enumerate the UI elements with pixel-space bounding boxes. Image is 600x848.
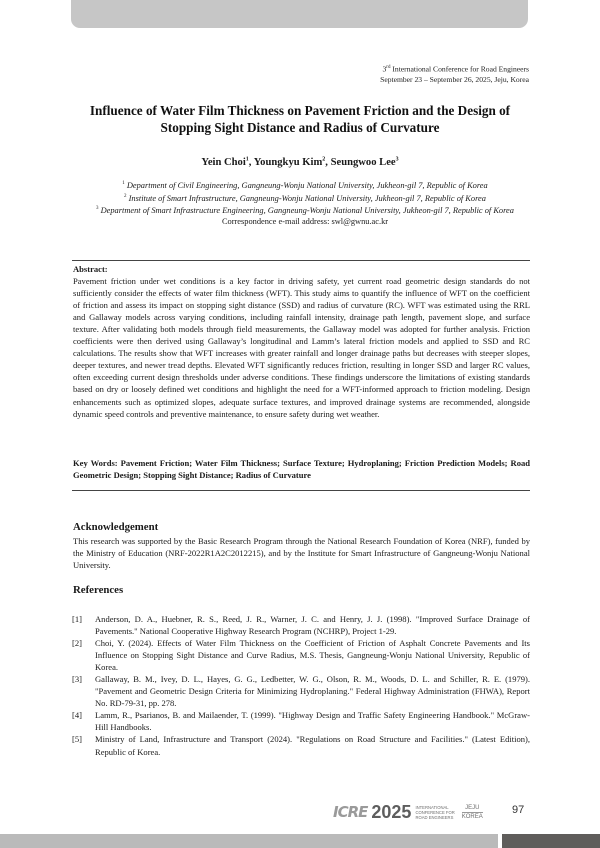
conference-logo (333, 799, 483, 825)
reference-number: [3] (72, 674, 82, 685)
reference-text: Anderson, D. A., Huebner, R. S., Reed, J. R., Warner, J. C. and Henry, J. J. (1998). "Improved Surface Drainage of Pavements." National Cooperative Highway Research Program (NCHRP), Project 1-29. (95, 614, 530, 637)
paper-title-line-1: Influence of Water Film Thickness on Pavement Friction and the Design of (89, 103, 511, 118)
conference-ordinal: 3 (382, 64, 387, 74)
reference-item (72, 613, 530, 637)
author-affil-sup: 1 (245, 156, 249, 162)
conference-header (380, 63, 529, 85)
reference-number: [4] (72, 710, 82, 721)
affiliations (70, 179, 540, 228)
acknowledgement-text: This research was supported by the Basic Research Program through the National Research Foundation of Korea (NRF), funded by the Ministry of Education (NRF-2022R1A2C2012215), and by the Institute for Smart Infrastructure of Gangneung-Wonju National University. (73, 536, 530, 571)
abstract-label: Abstract: (73, 264, 108, 274)
reference-number: [5] (72, 734, 82, 745)
footer-bar-left (0, 834, 498, 848)
paper-title (60, 102, 540, 136)
author-name: Youngkyu Kim (253, 156, 323, 168)
keywords: Key Words: Pavement Friction; Water Film Thickness; Surface Texture; Hydroplaning; Friction Prediction Models; Road Geometric Design; Stopping Sight Distance; Radius of Curvature (73, 458, 530, 481)
logo-mark-icon: ICRE (333, 803, 368, 821)
reference-item (72, 733, 530, 757)
conference-dates-location: September 23 – September 26, 2025, Jeju, Korea (380, 74, 529, 84)
logo-year: 2025 (371, 801, 412, 822)
author-separator: , (325, 156, 331, 168)
affiliation-text: Department of Civil Engineering, Gangneung-Wonju National University, Jukheon-gil 7, Republic of Korea (124, 180, 488, 190)
reference-text: Choi, Y. (2024). Effects of Water Film Thickness on the Coefficient of Friction of Asphalt Concrete Pavements and Its Influence on Stopping Sight Distance and Curve Radius, M.S. Thesis, Gangneung-Wonju National University, Republic of Korea. (95, 638, 530, 673)
affiliation (70, 204, 540, 217)
affiliation-sup: 3 (96, 206, 99, 212)
reference-text: Lamm, R., Psarianos, B. and Mailaender, T. (1999). "Highway Design and Traffic Safety Engineering Handbook." McGraw-Hill Handbooks. (95, 710, 530, 733)
logo-location (462, 804, 483, 821)
conference-name-line (380, 63, 529, 75)
author-name: Yein Choi (201, 156, 246, 168)
abstract-text: Pavement friction under wet conditions is a key factor in driving safety, yet current road geometric design standards do not sufficiently consider the effects of water film thickness (WFT). This study aims to quantify the influence of WFT on the coefficient of friction and assess its impact on stopping sight distance (SSD) and radius of curvature (RC). WFT was estimated using the RRL and Gallaway models across varying conditions, including rainfall intensity, drainage path length, pavement slope, and surface texture. After validating both models through field measurements, the Gallaway model was adopted for further analysis. Friction coefficients were then derived using Gallaway’s longitudinal and Lamm’s lateral friction models and applied to SSD and RC calculations. The results show that WFT increases with greater rainfall and longer drainage paths but decreases with steeper slopes, deeper textures, and newer tread depths. Elevated WFT significantly reduces friction, resulting in longer SSD and larger RC values, often exceeding current design thresholds under adverse conditions. These findings underscore the limitations of existing standards based on dry or loosely defined wet conditions and highlight the need for a WFT-informed approach to friction modeling. Design enhancements such as optimized slopes, adequate surface textures, and improved drainage systems are recommended, alongside dynamic speed controls and preventive maintenance, to ensure safety during wet weather. (73, 276, 530, 419)
page-number: 97 (512, 804, 525, 816)
author-separator: , (248, 156, 254, 168)
author-affil-sup: 3 (395, 156, 399, 162)
references-heading: References (73, 584, 124, 596)
affiliation-text: Department of Smart Infrastructure Engineering, Gangneung-Wonju National University, Jukheon-gil 7, Republic of Korea (98, 206, 514, 216)
reference-text: Ministry of Land, Infrastructure and Transport (2024). "Regulations on Road Structure and Facilities." (Latest Edition), Republic of Korea. (95, 734, 530, 757)
affiliation (70, 179, 540, 192)
logo-line: INTERNATIONAL (415, 804, 449, 810)
author (201, 157, 253, 168)
author-affil-sup: 2 (322, 156, 326, 162)
reference-list (72, 613, 530, 758)
affiliation (70, 192, 540, 205)
paper-title-line-2: Stopping Sight Distance and Radius of Curvature (160, 120, 440, 135)
author (331, 157, 399, 168)
reference-item (72, 673, 530, 709)
reference-number: [1] (72, 614, 82, 624)
abstract-bottom-divider (72, 490, 530, 491)
correspondence-email: Correspondence e-mail address: swl@gwnu.ac.kr (221, 217, 389, 227)
reference-item (72, 637, 530, 673)
logo-line: ROAD ENGINEERS (415, 814, 454, 820)
conference-name: International Conference for Road Engineers (390, 64, 529, 74)
logo-location-city: JEJU (462, 804, 483, 813)
abstract-section (73, 263, 530, 420)
author-name: Seungwoo Lee (330, 156, 396, 168)
author-list (60, 152, 540, 170)
conference-ordinal-suffix: rd (386, 65, 391, 70)
logo-location-country: KOREA (461, 813, 483, 820)
reference-item (72, 709, 530, 733)
affiliation-text: Institute of Smart Infrastructure, Gangneung-Wonju National University, Jukheon-gil 7, Republic of Korea (126, 193, 486, 203)
author (254, 157, 331, 168)
reference-number: [2] (72, 638, 82, 649)
abstract-top-divider (72, 260, 530, 261)
logo-conference-text (415, 805, 454, 820)
top-header-tab (71, 0, 528, 28)
affiliation-sup: 1 (122, 181, 125, 186)
reference-text: Gallaway, B. M., Ivey, D. L., Hayes, G. G., Ledbetter, W. G., Olson, R. M., Woods, D. L. and Schiller, R. E. (1979). "Pavement and Geometric Design Criteria for Minimizing Hydroplaning." Federal Highway Administration (FHWA), Report No. RD-79-31, pp. 278. (95, 674, 530, 709)
affiliation-sup: 2 (124, 193, 127, 199)
footer-bar-right (502, 834, 600, 848)
logo-line: CONFERENCE FOR (415, 809, 455, 815)
acknowledgement-heading: Acknowledgement (73, 521, 159, 533)
